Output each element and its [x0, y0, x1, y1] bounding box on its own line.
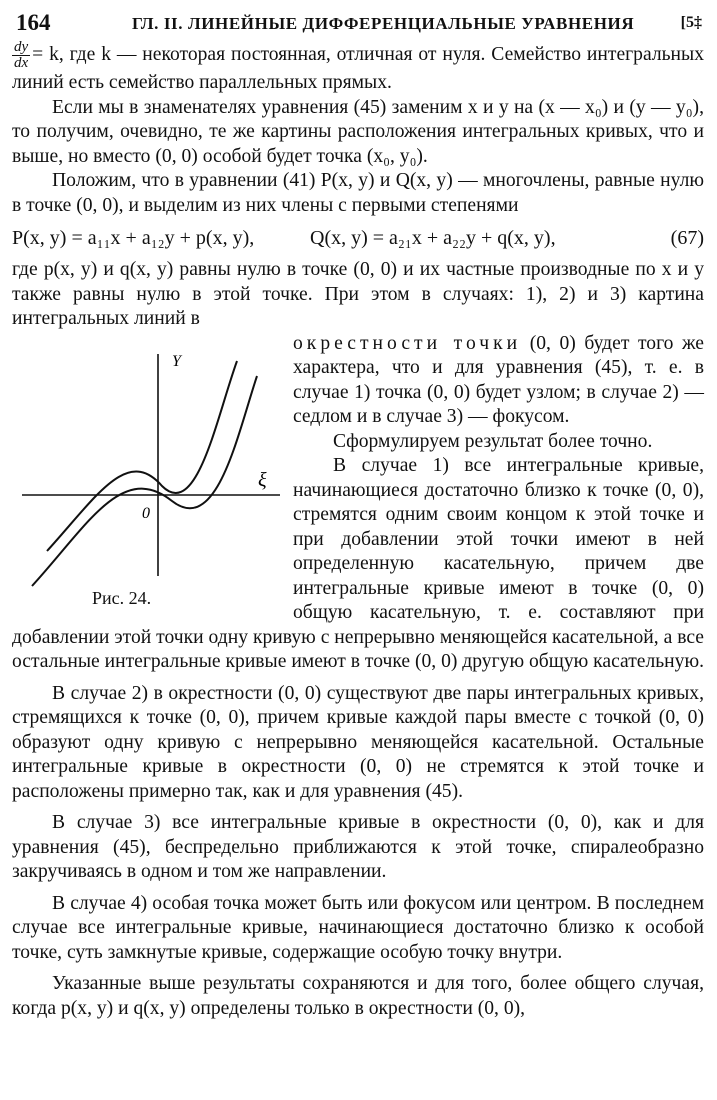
- paragraph-2: Если мы в знаменателях уравнения (45) заменим x и y на (x — x₀) и (y — y₀), то получим, очевидно, те же картины расположения интегральных кривых, что и выше, но вместо (0, 0) особой будет точка (x₀, y₀).: [12, 96, 704, 167]
- figure-24: [12, 336, 287, 626]
- book-page: [12, 6, 704, 1021]
- derivative-fraction: $\frac{dy}{dx}$: [14, 39, 29, 71]
- paragraph-7: В случае 2) в окрестности (0, 0) существуют две пары интегральных кривых, стремящихся к точке (0, 0), причем кривые каждой пары вместе с точкой (0, 0) образуют одну кривую с непрерывно меняющейся касательной. Остальные интегральные кривые в окрестности (0, 0) не стремятся к этой точке и расположены примерно так, как и для уравнения (45).: [12, 682, 704, 802]
- paragraph-9: В случае 4) особая точка может быть или фокусом или центром. В последнем случае все интегральные кривые, начинающиеся достаточно близко к особой точке, суть замкнутые кривые, содержащие особую точку внутри.: [12, 892, 704, 963]
- integral-curve-upper: [47, 361, 237, 551]
- figure-caption: Рис. 24.: [92, 587, 152, 608]
- paragraph-10: Указанные выше результаты сохраняются и для того, более общего случая, когда p(x, y) и q(x, y) определены только в окрестности (0, 0),: [12, 973, 704, 1019]
- page-number: 164: [16, 10, 51, 35]
- running-title: ГЛ. II. ЛИНЕЙНЫЕ ДИФФЕРЕНЦИАЛЬНЫЕ УРАВНЕНИЯ: [132, 14, 635, 33]
- paragraph-1: $\frac{dy}{dx}$ = k, где k — некоторая постоянная, отличная от нуля. Семейство интегральных линий есть семейство параллельных прямых.: [12, 39, 704, 93]
- section-number: [5‡: [680, 14, 702, 31]
- paragraph-6: В случае 1) все интегральные кривые, начинающиеся достаточно близко к точке (0, 0), стремятся одним своим концом к этой точке и при добавлении этой точки имеют в ней определенную касательную, причем две интегральные кривые имеют в точке (0, 0) общую касательную, т. е. составляют при добавлении этой точки одну кривую с непрерывно меняющейся касательной, а все остальные интегральные кривые имеют в точке (0, 0) другую общую касательную.: [12, 455, 704, 672]
- equation-lhs: P(x, y) = a₁₁x + a₁₂y + p(x, y),: [12, 227, 255, 249]
- page-header: [12, 6, 704, 40]
- body-text: [12, 40, 704, 1021]
- equation-rhs: Q(x, y) = a₂₁x + a₂₂y + q(x, y),: [310, 227, 556, 249]
- equation-67: [12, 226, 704, 254]
- x-axis-label: ξ: [258, 468, 267, 491]
- paragraph-4-continued: окрестности точки (0, 0) будет того же характера, что и для уравнения (45), т. е. в случае 1) точка (0, 0) будет узлом; в случае 2) — седлом и в случае 3) — фокусом.: [293, 332, 704, 427]
- integral-curves-plot: [12, 336, 287, 626]
- paragraph-8: В случае 3) все интегральные кривые в окрестности (0, 0), как и для уравнения (45), беспредельно приближаются к этой точке, спиралеобразно закручиваясь в одном и том же направлении.: [12, 812, 704, 882]
- origin-label: 0: [142, 504, 150, 522]
- paragraph-4: где p(x, y) и q(x, y) равны нулю в точке (0, 0) и их частные производные по x и y также равны нулю в этой точке. При этом в случаях: 1), 2) и 3) картина интегральных линий в: [12, 259, 704, 329]
- equation-number: (67): [670, 227, 704, 249]
- y-axis-label: Y: [172, 352, 181, 370]
- paragraph-3: Положим, что в уравнении (41) P(x, y) и Q(x, y) — многочлены, равные нулю в точке (0, 0), и выделим из них члены с первыми степенями: [12, 170, 704, 216]
- integral-curve-lower: [32, 376, 257, 586]
- paragraph-5: Сформулируем результат более точно.: [333, 430, 653, 452]
